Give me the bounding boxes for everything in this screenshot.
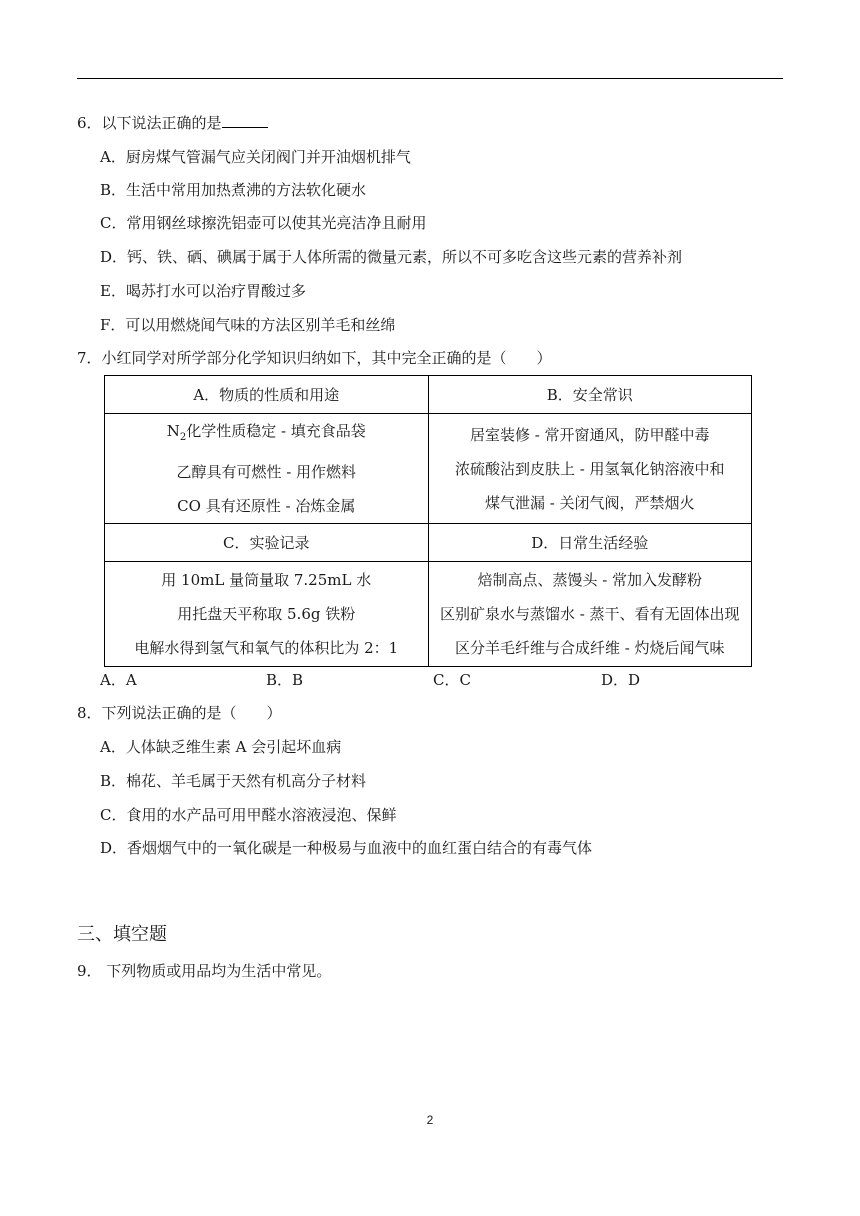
cell-c-line-2: 用托盘天平称取 5.6g 铁粉 — [177, 605, 356, 623]
table-cell-b — [428, 414, 752, 524]
cell-a-line-1: $N_2$化学性质稳定 - 填充食品袋 — [166, 422, 366, 443]
table-cell-d — [428, 562, 752, 667]
q8-option-b: B．棉花、羊毛属于天然有机高分子材料 — [100, 772, 367, 790]
cell-d-line-2: 区别矿泉水与蒸馏水 - 蒸干、看有无固体出现 — [439, 605, 740, 623]
cell-d-line-3: 区分羊毛纤维与合成纤维 - 灼烧后闻气味 — [454, 639, 725, 657]
table-head-b: B．安全常识 — [428, 376, 752, 414]
header-rule — [77, 78, 783, 79]
answer-blank — [222, 113, 268, 128]
table-cell-c — [105, 562, 429, 667]
q6-option-d: D．钙、铁、硒、碘属于属于人体所需的微量元素，所以不可多吃含这些元素的营养补剂 — [100, 248, 683, 266]
cell-c-line-3: 电解水得到氢气和氧气的体积比为 2：1 — [134, 639, 399, 657]
cell-a-line-2: 乙醇具有可燃性 - 用作燃料 — [176, 463, 357, 481]
cell-b-line-2: 浓硫酸沾到皮肤上 - 用氢氧化钠溶液中和 — [454, 459, 725, 478]
q8-option-d: D．香烟烟气中的一氧化碳是一种极易与血液中的血红蛋白结合的有毒气体 — [100, 839, 593, 857]
q7-answer-d: D．D — [601, 671, 641, 689]
q7-answer-b: B．B — [266, 671, 304, 689]
q6-option-f: F．可以用燃烧闻气味的方法区别羊毛和丝绵 — [100, 316, 396, 334]
q6-option-a: A．厨房煤气管漏气应关闭阀门并开油烟机排气 — [100, 148, 411, 166]
question-6-stem: 6．以下说法正确的是 — [77, 113, 268, 133]
q7-answer-options — [100, 669, 700, 689]
cell-d-line-1: 焙制高点、蒸馒头 - 常加入发酵粉 — [477, 571, 703, 589]
q7-answer-c: C．C — [433, 671, 471, 689]
cell-b-line-3: 煤气泄漏 - 关闭气阀，严禁烟火 — [484, 493, 695, 512]
table-head-c: C．实验记录 — [105, 524, 429, 562]
question-8-stem: 8．下列说法正确的是（ ） — [77, 704, 282, 722]
question-9-stem: 9． 下列物质或用品均为生活中常见。 — [77, 962, 332, 980]
section-title: 三、填空题 — [77, 924, 167, 945]
q6-option-b: B．生活中常用加热煮沸的方法软化硬水 — [100, 181, 367, 199]
q6-option-c: C．常用钢丝球擦洗铝壶可以使其光亮洁净且耐用 — [100, 214, 427, 232]
q6-option-e: E．喝苏打水可以治疗胃酸过多 — [100, 282, 306, 300]
cell-a-line-3: CO 具有还原性 - 冶炼金属 — [177, 497, 356, 515]
q8-option-a: A．人体缺乏维生素 A 会引起坏血病 — [100, 738, 342, 756]
table-cell-a — [105, 414, 429, 524]
q7-answer-a: A．A — [100, 671, 137, 689]
table-head-d: D．日常生活经验 — [428, 524, 752, 562]
knowledge-table — [104, 375, 752, 667]
table-head-a: A．物质的性质和用途 — [105, 376, 429, 414]
cell-c-line-1: 用 10mL 量筒量取 7.25mL 水 — [161, 571, 372, 589]
page-number: 2 — [426, 1113, 434, 1127]
q8-option-c: C．食用的水产品可用甲醛水溶液浸泡、保鲜 — [100, 806, 397, 824]
cell-b-line-1: 居室装修 - 常开窗通风，防甲醛中毒 — [469, 425, 710, 444]
question-7-stem: 7．小红同学对所学部分化学知识归纳如下，其中完全正确的是（ ） — [77, 349, 552, 367]
